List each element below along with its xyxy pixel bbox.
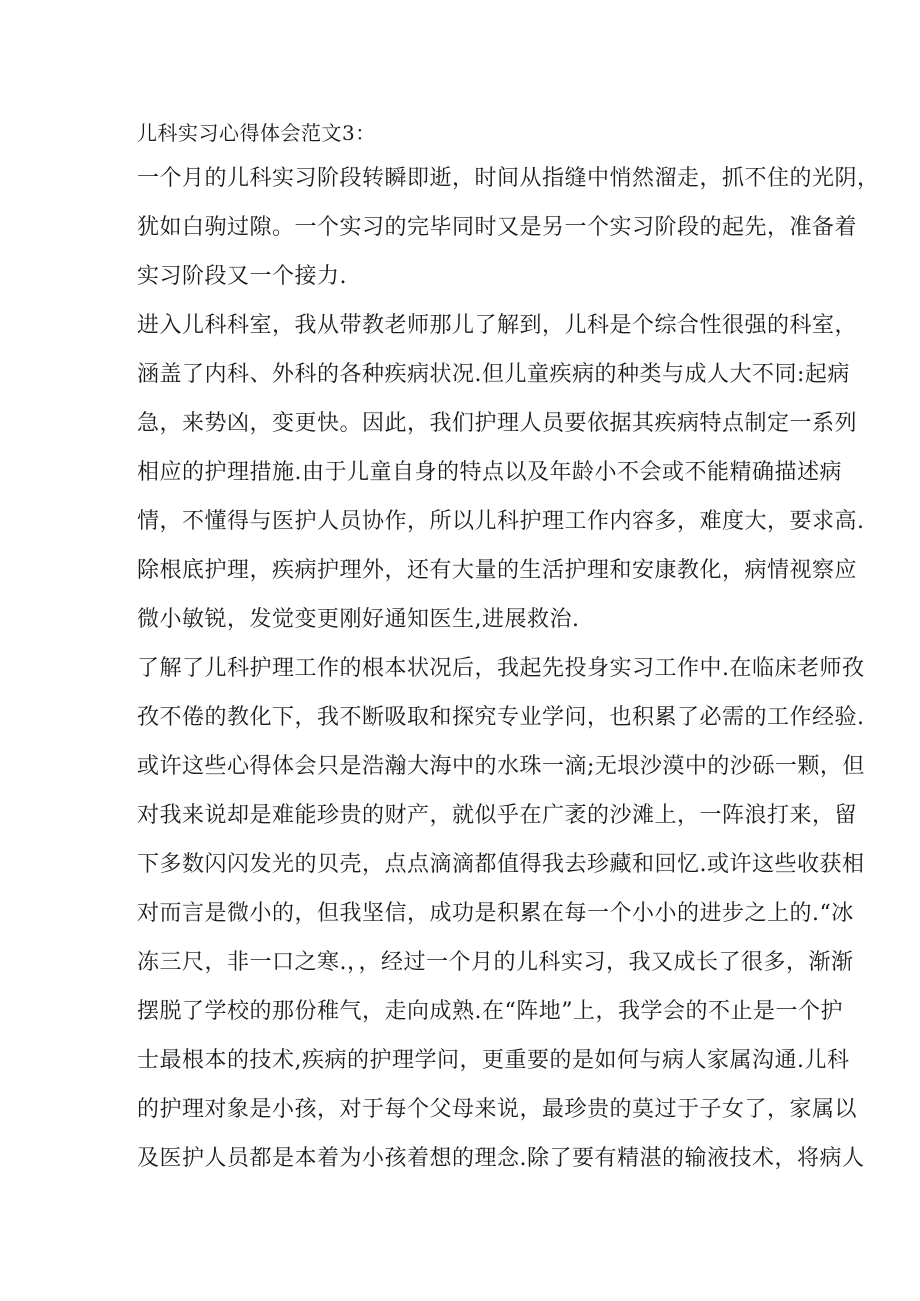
paragraph-line: 冻三尺，非一口之寒.，，经过一个月的儿科实习，我又成长了很多，渐渐 [137, 950, 854, 975]
paragraph-line: 或许这些心得体会只是浩瀚大海中的水珠一滴;无垠沙漠中的沙砾一颗，但 [137, 754, 865, 779]
paragraph-line: 实习阶段又一个接力. [137, 264, 347, 289]
paragraph-line: 摆脱了学校的那份稚气，走向成熟.在“阵地”上，我学会的不止是一个护 [137, 999, 843, 1024]
paragraph-line: 涵盖了内科、外科的各种疾病状况.但儿童疾病的种类与成人大不同:起病 [137, 362, 850, 387]
paragraph-line: 对而言是微小的，但我坚信，成功是积累在每一个小小的进步之上的.“冰 [137, 901, 854, 926]
paragraph-line: 情，不懂得与医护人员协作，所以儿科护理工作内容多，难度大，要求高. [137, 509, 865, 534]
paragraph-line: 及医护人员都是本着为小孩着想的理念.除了要有精湛的输液技术，将病人 [137, 1146, 865, 1171]
paragraph-line: 士最根本的技术,疾病的护理学问，更重要的是如何与病人家属沟通.儿科 [137, 1048, 850, 1073]
paragraph-line: 进入儿科科室，我从带教老师那儿了解到，儿科是个综合性很强的科室， [137, 313, 858, 338]
paragraph-line: 相应的护理措施.由于儿童自身的特点以及年龄小不会或不能精确描述病 [137, 460, 842, 485]
paragraph-line: 对我来说却是难能珍贵的财产，就似乎在广袤的沙滩上，一阵浪打来，留 [137, 803, 858, 828]
paragraph-line: 一个月的儿科实习阶段转瞬即逝，时间从指缝中悄然溜走，抓不住的光阴， [137, 166, 880, 191]
paragraph-line: 孜不倦的教化下，我不断吸取和探究专业学问，也积累了必需的工作经验. [137, 705, 865, 730]
paragraph-line: 下多数闪闪发光的贝壳，点点滴滴都值得我去珍藏和回忆.或许这些收获相 [137, 852, 865, 877]
document-title: 儿科实习心得体会范文3： [137, 121, 376, 145]
paragraph-line: 除根底护理，疾病护理外，还有大量的生活护理和安康教化，病情视察应 [137, 558, 858, 583]
paragraph-line: 的护理对象是小孩，对于每个父母来说，最珍贵的莫过于子女了，家属以 [137, 1097, 858, 1122]
paragraph-line: 微小敏锐，发觉变更刚好通知医生,进展救治. [137, 607, 580, 632]
paragraph-line: 了解了儿科护理工作的根本状况后，我起先投身实习工作中.在临床老师孜 [137, 656, 865, 681]
paragraph-line: 犹如白驹过隙。一个实习的完毕同时又是另一个实习阶段的起先，准备着 [137, 215, 858, 240]
paragraph-line: 急，来势凶，变更快。因此，我们护理人员要依据其疾病特点制定一系列 [137, 411, 858, 436]
